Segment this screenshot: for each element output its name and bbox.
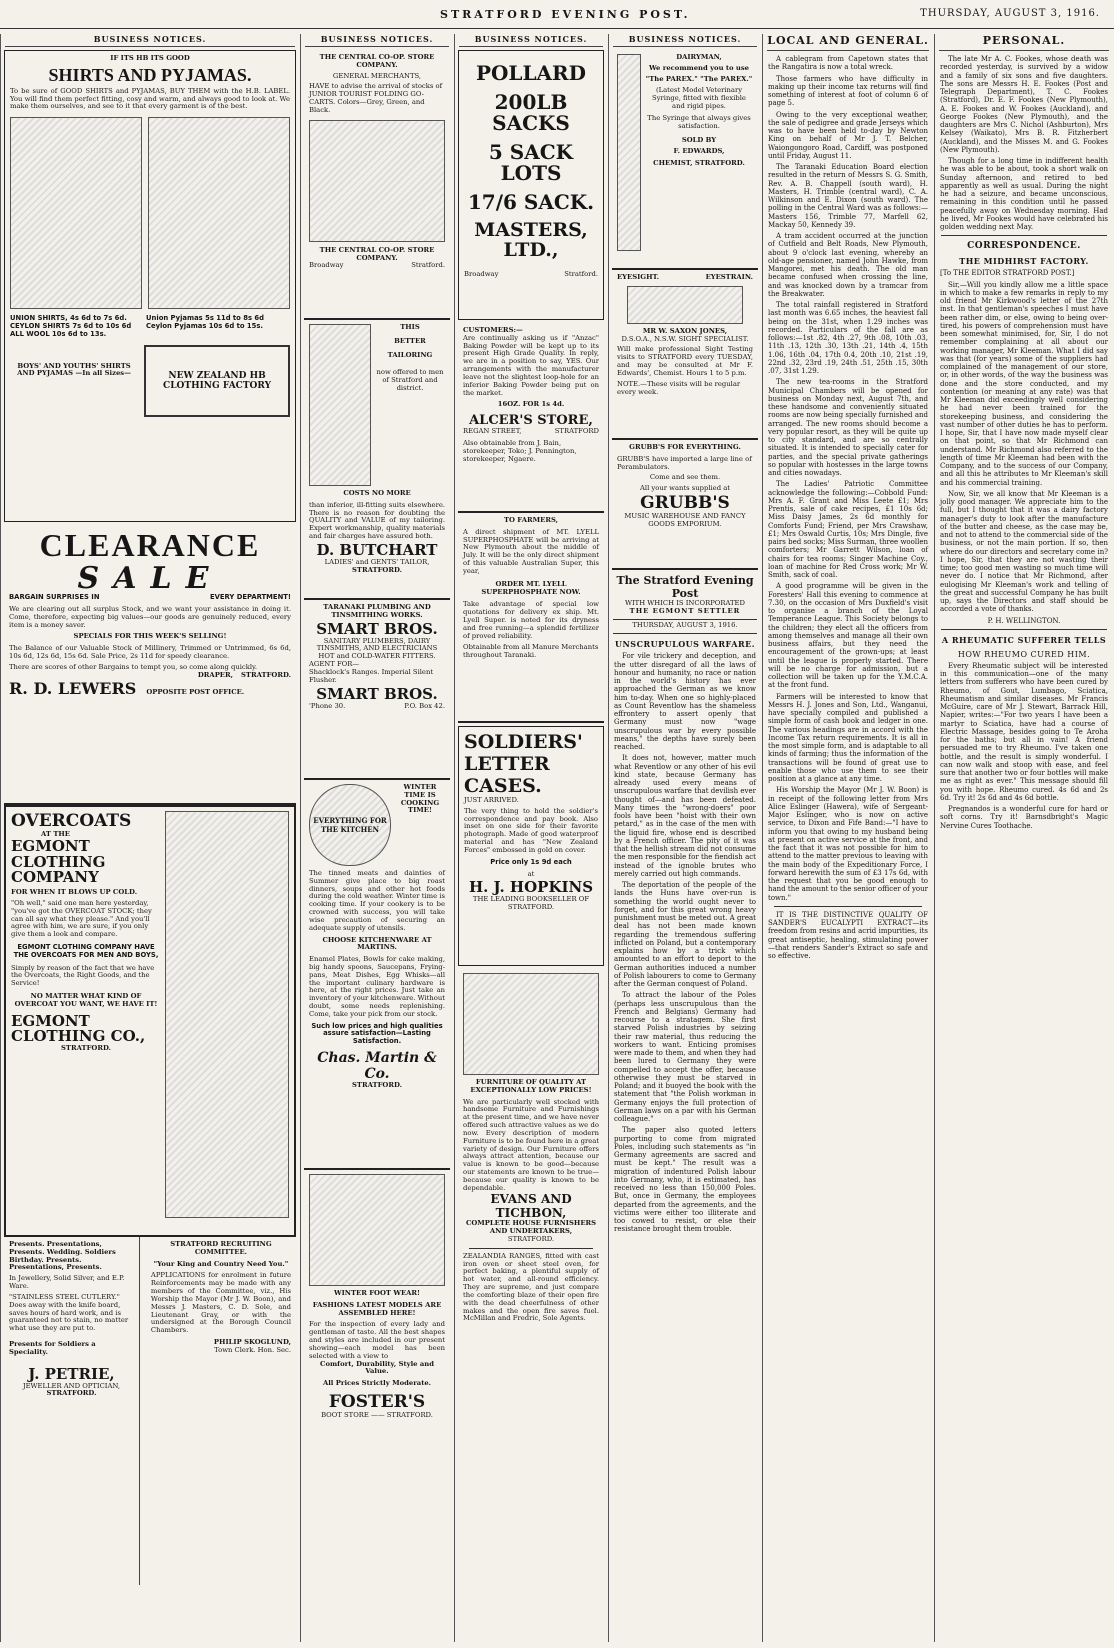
fosters-fashion: FASHIONS LATEST MODELS ARE ASSEMBLED HERE! [312,1300,442,1317]
edwards-name: F. EDWARDS, [673,147,725,156]
overcoats-have: EGMONT CLOTHING COMPANY HAVE THE OVERCOATS FOR MEN AND BOYS, [13,942,159,959]
overcoat-man-illustration [165,811,289,1218]
rheumo-p1: Every Rheumatic subject will be interested in this communication—one of the many letters from sufferers who have been cured by Rheumo, of Gout, Lumbago, Sciatica, Rheumatism and similar diseases. Mr Francis McGuire, care of Mr J. Stewart, Barrack Hill, Napier, writes:—"For two years I have been a martyr to Sciatica, have had a course of Electric Massage, besides going to Te Aroha for the baths; but all in vain! A friend persuaded me to try Rheumo. I've taken one bottle, and the result is simply wonderful. I can now walk and stoop with ease, and feel sure that another two or four bottles will make me as right as ever." This message should fill you with hope. Rheumo cured. 4s 6d and 2s 6d. Try it! 2s 6d and 4s 6d bottle. [940,661,1108,802]
tailor-this: THIS [400,323,420,331]
furniture-illustration [463,973,599,1075]
recruiting-advert [146,1237,296,1585]
column-1 [0,34,299,1642]
hopkins-name: H. J. HOPKINS [468,878,594,897]
pyjama-illustration [148,117,290,309]
personal-p2: Though for a long time in indifferent health he was able to be about, took a short walk on Sunday afternoon, and retired to bed apparently as well as usual. During the night he had a seizure, and became unconscious, remaining in this condition until he passed peacefully away on Wednesday morning. Had he lived, Mr Fookes would have celebrated his golden wedding next May. [940,157,1108,231]
letter-p1: Sir,—Will you kindly allow me a little space in which to make a few remarks in reply to my old friend Mr Kirkwood's letter of the 27th inst. In that gentleman's speeches I must have been rather dim, or else, owing to being over-tired, his powers of comprehension must have been somewhat minimised, for, Sir, I do not remember complaining at all about our working manager, Mr Kleeman. What I did say was that (for years) some of the suppliers had complained of the management of our store, or, in other words, of the way the business was done and the store conducted, and my contention (or meaning at any rate) was that Mr Kleeman did exceedingly well considering he had never been trained for the storekeeping business, and considering the vast number of other duties he has to perform. I hope, Sir, that I have now made myself clear on that point, so that Mr Richmond can understand. Mr Richmond also referred to the length of time Mr Kleeman had been with the Company, and to the success of our Company, and all this he attributes to Mr Kleeman's skill and his commercial training. [940,280,1108,487]
column-3 [454,34,607,1642]
tailor-town: STRATFORD. [352,565,402,574]
col1-bottom-row [1,1237,299,1585]
correspondence-body [935,269,1113,625]
hopkins-advert [458,726,604,966]
tailor-name: D. BUTCHART [316,540,438,559]
petrie-jewel: In Jewellery, Solid Silver, and E.P. Ware. [9,1274,125,1291]
clearance-sub2: EVERY DEPARTMENT! [210,593,291,602]
fosters-title: WINTER FOOT WEAR! [333,1289,421,1297]
masters-l1: POLLARD [475,61,587,85]
local-p1: A cablegram from Capetown states that the Rangatira is now a total wreck. [768,55,928,72]
clearance-specials: SPECIALS FOR THIS WEEK'S SELLING! [73,632,227,641]
fosters-prices: All Prices Strictly Moderate. [322,1379,432,1388]
fosters-tag: Comfort, Durability, Style and Value. [320,1359,434,1376]
editorial-p3: The deportation of the people of the lands the Huns have over-run is something the world ought never to forget, and for this great wrong heavy punishment must be meted out. A great deal has not been made known regarding the tremendous suffering inflicted on Poland, but a contemporary explains how by a trick which amounted to an effort to deport to the German authorities induced a number of Polish labourers to come to Germany after the German conquest of Poland. [614,881,756,989]
col6-heading: PERSONAL. [939,34,1109,51]
inner-masthead-date: THURSDAY, AUGUST 3, 1916. [613,619,757,630]
farmers-advert [458,513,604,723]
edwards-desc: (Latest Model Veterinary Syringe, fitted with flexible and rigid pipes. [652,86,746,111]
col3-heading: BUSINESS NOTICES. [459,34,603,47]
column-6 [934,34,1113,1642]
furniture-advert [458,969,604,1447]
smart-bros-advert [304,600,450,780]
farmers-title: TO FARMERS, [503,516,559,524]
edwards-title: DAIRYMAN, [676,53,722,61]
local-p5: A tram accident occurred at the junction of Cutfield and Belt Roads, New Plymouth, about 9 o'clock last evening, whereby an old-age pensioner, named John Hawke, from Mangorei, met his death. The old man became confused when crossing the line, and was knocked down by a tramcar from the Breakwater. [768,232,928,298]
hb-tag: IF ITS HB ITS GOOD [110,54,190,62]
column-4 [608,34,761,1642]
ranges-notice: ZEALANDIA RANGES, fitted with cast iron oven or sheet steel oven, for perfect baking, a plentiful supply of hot water, and all-round efficiency. They are supreme, and just compare the comforting blaze of their open fire with the dead cheerfulness of other makes and the open fire saves fuel. McMillan and Fredric, Sole Agents. [463,1251,599,1323]
farmers-obtain: Obtainable from all Manure Merchants throughout Taranaki. [463,643,599,660]
hb-logo: NEW ZEALAND HB CLOTHING FACTORY [144,345,290,417]
martin-body: The tinned meats and dainties of Summer give place to big roast dinners, soups and other hot foods during the cold weather. Winter time is cooking time. If your cookery is to be crowned with success, you will take wise precaution of securing an adequate supply of utensils. [309,869,445,932]
masthead-bar [0,6,1114,29]
saxon-jones-advert [612,270,758,440]
coop-addr1: Broadway [309,261,344,270]
grubbs-name: GRUBB'S [640,493,730,514]
hopkins-arrived: JUST ARRIVED. [464,796,519,804]
inner-masthead [613,574,757,634]
clearance-town: STRATFORD. [241,670,291,679]
jones-body: Will make professional Sight Testing visits to STRATFORD every TUESDAY, and may be consulted at Mr F. Edwards', Chemist. Hours 1 to 5 p.m. [617,345,753,377]
grubbs-title: GRUBB'S FOR EVERYTHING. [629,443,741,451]
overcoats-advert [4,805,296,1237]
clearance-title: CLEARANCE [39,527,261,563]
clearance-more: There are scores of other Bargains to tempt you, so come along quickly. [9,662,258,671]
alcers-advert [458,323,604,513]
syringe-illustration [617,54,641,251]
recruiting-sign: PHILIP SKOGLUND, [213,1337,291,1346]
edwards-parex: "The PAREX." "The PAREX." [645,74,753,83]
masters-addr2: Stratford. [564,269,598,278]
tailor-costs: COSTS NO MORE [343,489,411,497]
smart-agent: AGENT FOR— [309,660,360,669]
martin-winter: WINTER TIME IS COOKING TIME! [400,783,440,815]
coop-body: HAVE to advise the arrival of stocks of JUNIOR TOURIST FOLDING GO-CARTS. Colors—Grey, Green, and Black. [309,82,443,114]
local-general-body [763,55,933,960]
grubbs-all: All your wants supplied at [640,484,730,493]
smart-line2: HOT and COLD-WATER FITTERS. [318,652,436,661]
smart-head: TARANAKI PLUMBING AND TINSMITHING WORKS. [323,603,431,619]
furniture-name: EVANS AND TICHBON, [490,1192,572,1221]
go-cart-illustration [309,120,445,242]
furniture-body: We are particularly well stocked with handsome Furniture and Furnishings at the present time, and we have never offered such attractive values as we do now. Every description of modern Furniture is to be found here in a great variety of design. Our Furniture offers always attract attention, because our value is known to be good—because our statements are known to be true—because our quality is known to be dependable. [463,1097,599,1192]
coop-advert [304,50,450,320]
grubbs-body: GRUBB'S have imported a large line of Perambulators. [617,454,752,471]
alcers-town: STRATFORD [554,427,599,436]
tailor-offered: now offered to men of Stratford and district. [376,368,444,393]
col4-heading: BUSINESS NOTICES. [613,34,757,47]
hb-title: SHIRTS AND PYJAMAS. [48,64,252,85]
edwards-trade: CHEMIST, STRATFORD. [653,159,745,168]
alcers-price: 16OZ. FOR 1s 4d. [497,400,565,409]
edwards-advert [612,50,758,270]
hb-intro: To be sure of GOOD SHIRTS and PYJAMAS, BUY THEM with the H.B. LABEL. You will find them perfect fitting, cosy and warm, and always good to look at. We make them ourselves, and see to it that every garment is of the best. [10,86,290,111]
petrie-name: J. PETRIE, [28,1364,115,1383]
hb-shirts-advert [4,50,296,522]
spectacles-illustration [627,286,743,324]
local-p3: Owing to the very exceptional weather, the sale of pedigree and grade Jerseys which was to have been held to-day by Newton King on behalf of Mr J. T. Belcher, Waiongongoro Road, Cardiff, was postponed until Friday, August 11. [768,110,928,160]
overcoats-at: AT THE [41,830,70,838]
editorial-p4: To attract the labour of the Poles (perhaps less unscrupulous than the French and Belgians) Germany had recourse to a stratagem. She first starved Polish industries by seizing their raw material, thus reducing the workers to want. Enticing promises were made to them, and when they had been lured to Germany they were compelled to accept the offer, because otherwise they must be starved in Poland; and it buoyed the book with the statement that "the Polish workman in Germany enjoys the full protection of German laws on a par with his German colleague." [614,991,756,1124]
overcoats-matter: NO MATTER WHAT KIND OF OVERCOAT YOU WANT, WE HAVE IT! [14,992,158,1008]
rheumo-subheading: HOW RHEUMO CURED HIM. [957,649,1091,659]
local-p11: His Worship the Mayor (Mr J. W. Boon) is in receipt of the following letter from Mrs Alice Eslinger (Hawera), wife of Sergeant-Major Eslinger, who is now on active service, to Dixon and Fife Band:—"I have to inform you that owing to my husband being at present on active service at the front, and the fact that it was not possible for him to attend to the matter previous to leaving with the main body of the Expeditionary Force, I forward herewith the sum of £3 17s 6d, with the request that you be good enough to hand the amount to the senior officer of your town." [768,786,928,902]
clearance-body: We are clearing out all surplus Stock, and we want your assistance in doing it. Come, therefore, expecting big values—our goods are genuinely reduced, every item is a money saver. [9,604,291,629]
martin-choose: CHOOSE KITCHENWARE AT MARTINS. [322,935,432,952]
martin-advert [304,780,450,1170]
editorial-title: UNSCRUPULOUS WARFARE. [615,639,755,650]
petrie-presents: Presents. Presentations, Presents. Wedding. Soldiers Birthday. Presents. Presentations, Presents. [9,1240,116,1272]
editorial-p2: It does not, however, matter much what Reventlow or any other of his evil kind state, because Germany has already used every means of unscrupulous warfare that devilish ever thought of—and has been defeated. Many times the "wrong-doers" poor fools have been "hoist with their own petard," as in the case of the men with the liquid fire, whose end is described by a French officer. The pity of it was that the hellish stream did not consume the men responsible for the fiendish act instead of the ignoble brutes who merely carried out high commands. [614,754,756,878]
masters-l3: 5 SACK LOTS [488,140,574,185]
smart-name: SMART BROS. [316,619,438,638]
clearance-sale-advert [4,525,296,805]
tailor-body: than inferior, ill-fitting suits elsewhere. There is no reason for doubting the QUALITY and VALUE of my tailoring. Expert workmanship, quality materials and fair charges have assured both. [309,500,445,541]
column-2 [300,34,453,1642]
hopkins-l3: CASES. [464,775,542,797]
col5-heading: LOCAL AND GENERAL. [767,34,929,51]
grubbs-come: Come and see them. [649,473,721,482]
local-p4: The Taranaki Education Board election resulted in the return of Messrs S. G. Smith, Rev. A. B. Chappell (south ward), H. Masters, H. Trimble (central ward), C. A. Wilkinson and E. Dixon (south ward). The polling in the Central Ward was as follows:—Masters 156, Trimble 77, Marfell 62, Mackay 50, Kennedy 39. [768,163,928,229]
editorial-p1: For vile trickery and deception, and the utter disregard of all the laws of honour and humanity, no race or nation in the world's history has ever approached the German as we know him to-day. When one so highly-placed as Count Reventlow has the shameless effrontery to assert openly that Germany must now "wage unscrupulous war by every possible means," the depths have surely been reached. [614,652,756,752]
local-p9: A good programme will be given in the Foresters' Hall this evening to commence at 7.30, on the occasion of Mrs Duxfield's visit to organise a branch of the Loyal Temperance League. This Society belongs to the children; they elect all the officers from among themselves and manage all their own business affairs, but they need the encouragement of the grown-ups; at least until the league is properly started. There will be no charge for admission, but a collection will be taken up for the Y.M.C.A. at the front fund. [768,582,928,690]
alcers-street: REGAN STREET, [463,427,522,436]
alcers-name: ALCER'S STORE, [469,413,593,429]
hopkins-trade: THE LEADING BOOKSELLER OF STRATFORD. [472,895,590,912]
jones-quals: D.S.O.A., N.S.W. SIGHT SPECIALIST. [621,334,749,343]
overcoats-title: OVERCOATS [11,811,132,831]
local-p6: The total rainfall registered in Stratford last month was 6.65 inches, the heaviest fall being on the 31st, when 1.29 inches was recorded. Particulars of the fall are as follows:—1st .82, 4th .27, 9th .08, 10th .03, 11th .13, 12th .30, 13th .21, 14th .4, 15th 1.06, 16th .04, 17th 0.4, 20th .10, 21st .19, 22nd .32, 23rd .19, 24th .51, 25th .15, 30th .07, 31st 1.29. [768,301,928,375]
masters-l4: 17/6 SACK. [467,190,595,214]
col2-heading: BUSINESS NOTICES. [305,34,449,47]
martin-town: STRATFORD. [352,1081,402,1090]
martin-low: Such low prices and high qualities assure satisfaction—Lasting Satisfaction. [311,1021,443,1046]
alcers-body: Are continually asking us if "Anzac" Baking Powder will be kept up to its present High Grade Quality. In reply, we are in a position to say, YES. Our arrangements with the manufacturer leave not the slightest loop-hole for an inferior Baking Powder being put on the market. [463,333,599,397]
local-p10: Farmers will be interested to know that Messrs H. J. Jones and Son, Ltd., Wanganui, have specially compiled and published a simple form of cash book and ledger in one. The various headings are in accord with the Income Tax return requirements. It is all in the most simple form, and is adaptable to all kinds of farming; thus the information of the transactions will be found of great use to enable those who use them to see their position at a glance at any time. [768,692,928,783]
tailor-advert [304,320,450,600]
masters-l5: MASTERS, LTD., [474,219,588,261]
coop-name: THE CENTRAL CO-OP. STORE COMPANY. [319,53,435,69]
local-p7: The new tea-rooms in the Stratford Municipal Chambers will be opened for business on Monday next, August 7th, and these handsome and conveniently situated rooms are now being specially furnished and arranged. The new rooms should become a very popular resort, as they will be quite up to city standard, and are so centrally situated. It is intended to specially cater for parties, and the special private gatherings so popular with hostesses in the large towns and cities nowadays. [768,378,928,477]
masters-pollard-advert [458,50,604,320]
masthead-title: STRATFORD EVENING POST. [440,8,691,21]
hopkins-l1: SOLDIERS' [464,731,583,753]
tailor-tailoring: TAILORING [387,350,433,359]
fosters-name: FOSTER'S [328,1391,426,1412]
edwards-gives: The Syringe that always gives satisfaction. [647,113,751,130]
recruiting-motto: "Your King and Country Need You." [153,1259,289,1268]
hb-boys: BOYS' AND YOUTHS' SHIRTS AND PYJAMAS —In all Sizes— [17,361,131,378]
correspondence-title: THE MIDHIRST FACTORY. [959,256,1089,267]
clearance-draper: DRAPER, [197,670,233,679]
edwards-rec: We recommend you to use [648,63,750,72]
petrie-soldiers: Presents for Soldiers a Speciality. [9,1339,96,1356]
coop-addr2: Stratford. [411,261,445,270]
coop-sub: GENERAL MERCHANTS, [332,71,422,80]
furniture-title: FURNITURE OF QUALITY AT EXCEPTIONALLY LOW PRICES! [470,1078,592,1094]
farmers-body2: Take advantage of special low quotations for delivery ex ship. Mt. Lyell Super. is noted for its dryness and free running—a splendid fertilizer of proved reliability. [463,600,599,640]
rheumo-body [935,662,1113,830]
jones-h1: EYESIGHT. [617,273,660,281]
masters-l2: 200LB SACKS [492,90,570,135]
hb-shirt-prices: UNION SHIRTS, 4s 6d to 7s 6d. CEYLON SHIRTS 7s 6d to 10s 6d ALL WOOL 10s 6d to 13s. [10,314,132,338]
lewers-addr: OPPOSITE POST OFFICE. [146,688,245,697]
overcoats-company: EGMONT CLOTHING COMPANY [11,836,106,887]
recruiting-body: APPLICATIONS for enrolment in future Reinforcements may be made with any members of the Committee, viz., His Worship the Mayor (Mr J. W. Boon), and Messrs J. Masters, C. D. Sole, and Lieutenant Gray, or with the undersigned at the Borough Council Chambers. [150,1271,291,1335]
letter-p2: Now, Sir, we all know that Mr Kleeman is a jolly good manager. We appreciate him to the full, but I thought that it was a dairy factory manager's duty to look after the manufacture of the butter and cheese, as the case may be, and not to attend to the commercial side of the business, or not the main portion. If so, then where do our directors and secretary come in? I hope, Sir, that they are not wasting their time; too good men wasting so much time will never do. I notice that Mr Richmond, after eulogising Mr Kleeman's work and telling of the great and successful Company he has built up, says the Directors and staff should be accorded a vote of thanks. [940,489,1108,614]
kitchen-badge: EVERYTHING FOR THE KITCHEN [309,784,391,866]
furniture-trade: COMPLETE HOUSE FURNISHERS AND UNDERTAKERS, [465,1219,597,1236]
rheumo-foot: Pregnandos is a wonderful cure for hard or soft corns. Try it! Barnsdbright's Magic Nervine Cures Toothache. [940,805,1108,830]
edwards-sold: SOLD BY [681,135,717,144]
editorial-p5: The paper also quoted letters purporting to come from migrated Poles, including such statements as "in Germany agreements are sacred and must be kept." The result was a migration of indentured Polish labour into Germany, who, it is estimated, has received no less than 150,000 Poles. But, once in Germany, the employees departed from the agreements, and the victims were either too illiterate and too cowed to resist, or else their resistance brought them trouble. [614,1126,756,1234]
rheumo-heading: A RHEUMATIC SUFFERER TELLS [941,634,1107,645]
hopkins-price: Price only 1s 9d each [490,857,572,866]
martin-list: Enamel Plates, Bowls for cake making, big handy spoons, Saucepans, Frying-pans, Meat Dishes, Egg Whisks—all the important culinary hardware is here, at the right prices. Just take an inventory of your kitchenware. Without doubt, some needs replenishing. Come, take your pick from our stock. [309,955,445,1018]
smart-phone: 'Phone 30. [309,701,346,710]
personal-p1: The late Mr A. C. Fookes, whose death was recorded yesterday, is survived by a widow and a family of six sons and five daughters. The sons are Messrs H. E. Fookes (Post and Telegraph Department), T. C. Fookes (Stratford), Dr. E. F. Fookes (New Plymouth), A. E. Fookes and W. Fookes (Auckland), and George Fookes (New Plymouth), and the daughters are Mrs C. Nichol (Ashburton), Mrs Kelsey (Waikato), Mrs B. R. Fitzherbert (Auckland), and the Misses M. and G. Fookes (New Plymouth). [940,55,1108,154]
overcoats-reason: Simply by reason of the fact that we have the Overcoats, the Right Goods, and the Service! [11,963,155,988]
masters-addr1: Broadway [464,269,499,278]
editorial-body [609,652,761,1233]
overcoats-name: EGMONT CLOTHING CO., [11,1011,146,1046]
jones-note: NOTE.—These visits will be regular every week. [617,379,741,396]
local-p2: Those farmers who have difficulty in making up their income tax returns will find something of interest at foot of column 6 of page 5. [768,74,928,108]
overcoats-tag: FOR WHEN IT BLOWS UP COLD. [11,888,138,897]
jones-name: MR W. SAXON JONES, [642,326,728,335]
recruiting-role: Town Clerk. Hon. Sec. [214,1345,291,1354]
column-5 [762,34,933,1642]
jones-h2: EYESTRAIN. [705,273,753,281]
overcoats-town: STRATFORD. [61,1044,111,1053]
petrie-town: STRATFORD. [46,1389,97,1398]
hopkins-body: The very thing to hold the soldier's correspondence and pay book. Also inset on one side for their favorite photograph. Made of good waterproof material and has "New Zealand Forces" embossed in gold on cover. [464,806,598,854]
farmers-order: ORDER MT. LYELL SUPERPHOSPHATE NOW. [481,579,581,596]
alcers-customers: CUSTOMERS:— [463,326,523,334]
tailor-man-illustration [309,324,371,486]
petrie-trade: JEWELLER AND OPTICIAN, [22,1381,121,1390]
inner-masthead-title: The Stratford Evening Post [616,574,754,600]
recruiting-title: STRATFORD RECRUITING COMMITTEE. [170,1240,272,1256]
letter-sign: P. H. WELLINGTON. [987,616,1061,625]
tailor-trade: LADIES' and GENTS' TAILOR, [324,557,430,566]
inner-masthead-settler: THE EGMONT SETTLER [629,606,741,615]
fosters-body: For the inspection of every lady and gentleman of taste. All the best shapes and styles are included in our present showing—each model has been selected with a view to [309,1320,445,1360]
local-p8: The Ladies' Patriotic Committee acknowledge the following:—Cobbold Fund: Mrs A. F. Grant and Miss Leete £1; Mrs Prentis, sale of cake recipes, £1 10s 6d; Miss Daisy James, 2s 6d monthly for Comforts Fund; Friend, per Mrs Crawshaw, £1; Mrs Oswald Curtis, 10s; Mrs Dingle, five pairs bed socks; Miss Surman, three woollen comforters; Mr Garrett Wilson, loan of chairs for tea rooms; Singer Machine Coy., loan of machine for Red Cross work; Mr W. Smith, sack of coal. [768,480,928,579]
grubbs-advert [612,440,758,570]
smart-line1: SANITARY PLUMBERS, DAIRY TINSMITHS, AND ELECTRICIANS [316,636,438,653]
petrie-advert [4,1237,140,1585]
furniture-town: STRATFORD. [507,1235,555,1243]
smart-agents: Shacklock's Ranges. Imperial Silent Flusher. [309,667,434,684]
lewers-name: R. D. LEWERS [9,679,137,699]
grubbs-trade: MUSIC WAREHOUSE AND FANCY GOODS EMPORIUM. [624,512,746,528]
farmers-body: A direct shipment of MT. LYELL SUPERPHOSPHATE will be arriving at New Plymouth about the middle of July. It will be the only direct shipment of this valuable Australian Super, this year, [463,527,599,575]
personal-body [935,55,1113,231]
overcoats-quote: "Oh well," said one man here yesterday, "you've got the OVERCOAT STOCK; they can all say what they please." And you'll agree with him, we are sure, if you only give them a look and compare. [11,898,152,939]
boot-illustration [309,1174,445,1286]
hopkins-l2: LETTER [464,753,550,775]
hb-pyjama-prices: Union Pyjamas 5s 11d to 8s 6d Ceylon Pyjamas 10s 6d to 15s. [146,314,264,330]
sanders-notice: IT IS THE DISTINCTIVE QUALITY OF SANDER'S EUCALYPTI EXTRACT—its freedom from resins and acrid impurities, its great antiseptic, healing, stimulating power—that renders Sander's Extract so safe and so effective. [768,910,928,960]
col1-heading: BUSINESS NOTICES. [5,34,295,47]
fosters-addr: BOOT STORE —— STRATFORD. [321,1410,433,1419]
smart-name2: SMART BROS. [316,684,438,703]
tailor-better: BETTER [394,336,426,345]
martin-sig: Chas. Martin & Co. [317,1050,437,1083]
smart-box: P.O. Box 42. [404,701,445,710]
sale-title: SALE [77,560,223,596]
inner-masthead-with: WITH WHICH IS INCORPORATED [625,599,745,607]
to-editor: [To THE EDITOR STRATFORD POST.] [940,269,1075,278]
masthead-date: THURSDAY, AUGUST 3, 1916. [920,8,1100,19]
clearance-items: The Balance of our Valuable Stock of Millinery, Trimmed or Untrimmed, 6s 6d, 10s 6d, 12s 6d, 15s 6d. Sale Price, 2s 11d for speedy clearance. [9,644,291,660]
clearance-sub1: BARGAIN SURPRISES IN [9,593,100,602]
coop-foot: THE CENTRAL CO-OP. STORE COMPANY. [319,245,435,262]
alcers-also: Also obtainable from J. Bain, storekeeper, Toko; J. Pennington, storekeeper, Ngaere. [463,438,577,463]
hopkins-at: at [527,869,535,878]
shirt-illustration [10,117,142,309]
fosters-advert [304,1170,450,1478]
petrie-cutlery: "STAINLESS STEEL CUTLERY." Does away with the knife board, saves hours of hard work, and is guaranteed not to stain, no matter what use they are put to. [9,1292,129,1333]
correspondence-heading: CORRESPONDENCE. [967,241,1081,252]
